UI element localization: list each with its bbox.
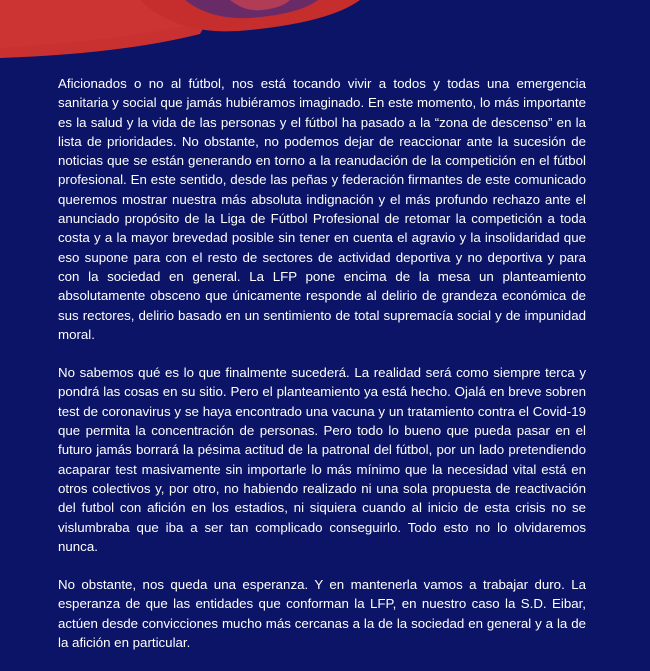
decorative-banner-graphic	[0, 0, 650, 60]
statement-paragraph-3: No obstante, nos queda una esperanza. Y en mantenerla vamos a trabajar duro. La esperanza de que las entidades que conforman la LFP, en nuestro caso la S.D. Eibar, actúen desde convicciones mucho más cercanas a la de la sociedad en general y a la de la afición en particular.	[58, 577, 586, 651]
top-banner	[0, 0, 650, 60]
statement-paragraph-2: No sabemos qué es lo que finalmente sucederá. La realidad será como siempre terca y pondrá las cosas en su sitio. Pero el planteamiento ya está hecho. Ojalá en breve sobren test de coronavirus y se haya encontrado una vacuna y un tratamiento contra el Covid-19 que permita la concentración de personas. Pero todo lo bueno que pueda pasar en el futuro jamás borrará la pésima actitud de la patronal del fútbol, por un lado pretendiendo acaparar test masivamente sin importarle lo más mínimo que la necesidad vital está en otros colectivos y, por otro, no habiendo realizado ni una sola propuesta de reactivación del futbol con afición en los estadios, ni siquiera cuando al inicio de esta crisis no se vislumbraba que iba a ser tan complicado conseguirlo. Todo esto no lo olvidaremos nunca.	[58, 365, 586, 554]
statement-paragraph-1: Aficionados o no al fútbol, nos está tocando vivir a todos y todas una emergencia sanitaria y social que jamás hubiéramos imaginado. En este momento, lo más importante es la salud y la vida de las personas y el fútbol ha pasado a la “zona de descenso” en la lista de prioridades. No obstante, no podemos dejar de reaccionar ante la sucesión de noticias que se están generando en torno a la reanudación de la competición en el fútbol profesional. En este sentido, desde las peñas y federación firmantes de este comunicado queremos mostrar nuestra más absoluta indignación y el más profundo rechazo ante el anunciado propósito de la Liga de Fútbol Profesional de retomar la competición a toda costa y a la mayor brevedad posible sin tener en cuenta el agravio y la insolidaridad que eso supone para con el resto de sectores de actividad deportiva y no deportiva y para con la sociedad en general. La LFP pone encima de la mesa un planteamiento absolutamente obsceno que únicamente responde al delirio de grandeza económica de sus rectores, delirio basado en un sentimiento de total supremacía social y de impunidad moral.	[58, 76, 586, 342]
statement-text	[58, 74, 586, 671]
